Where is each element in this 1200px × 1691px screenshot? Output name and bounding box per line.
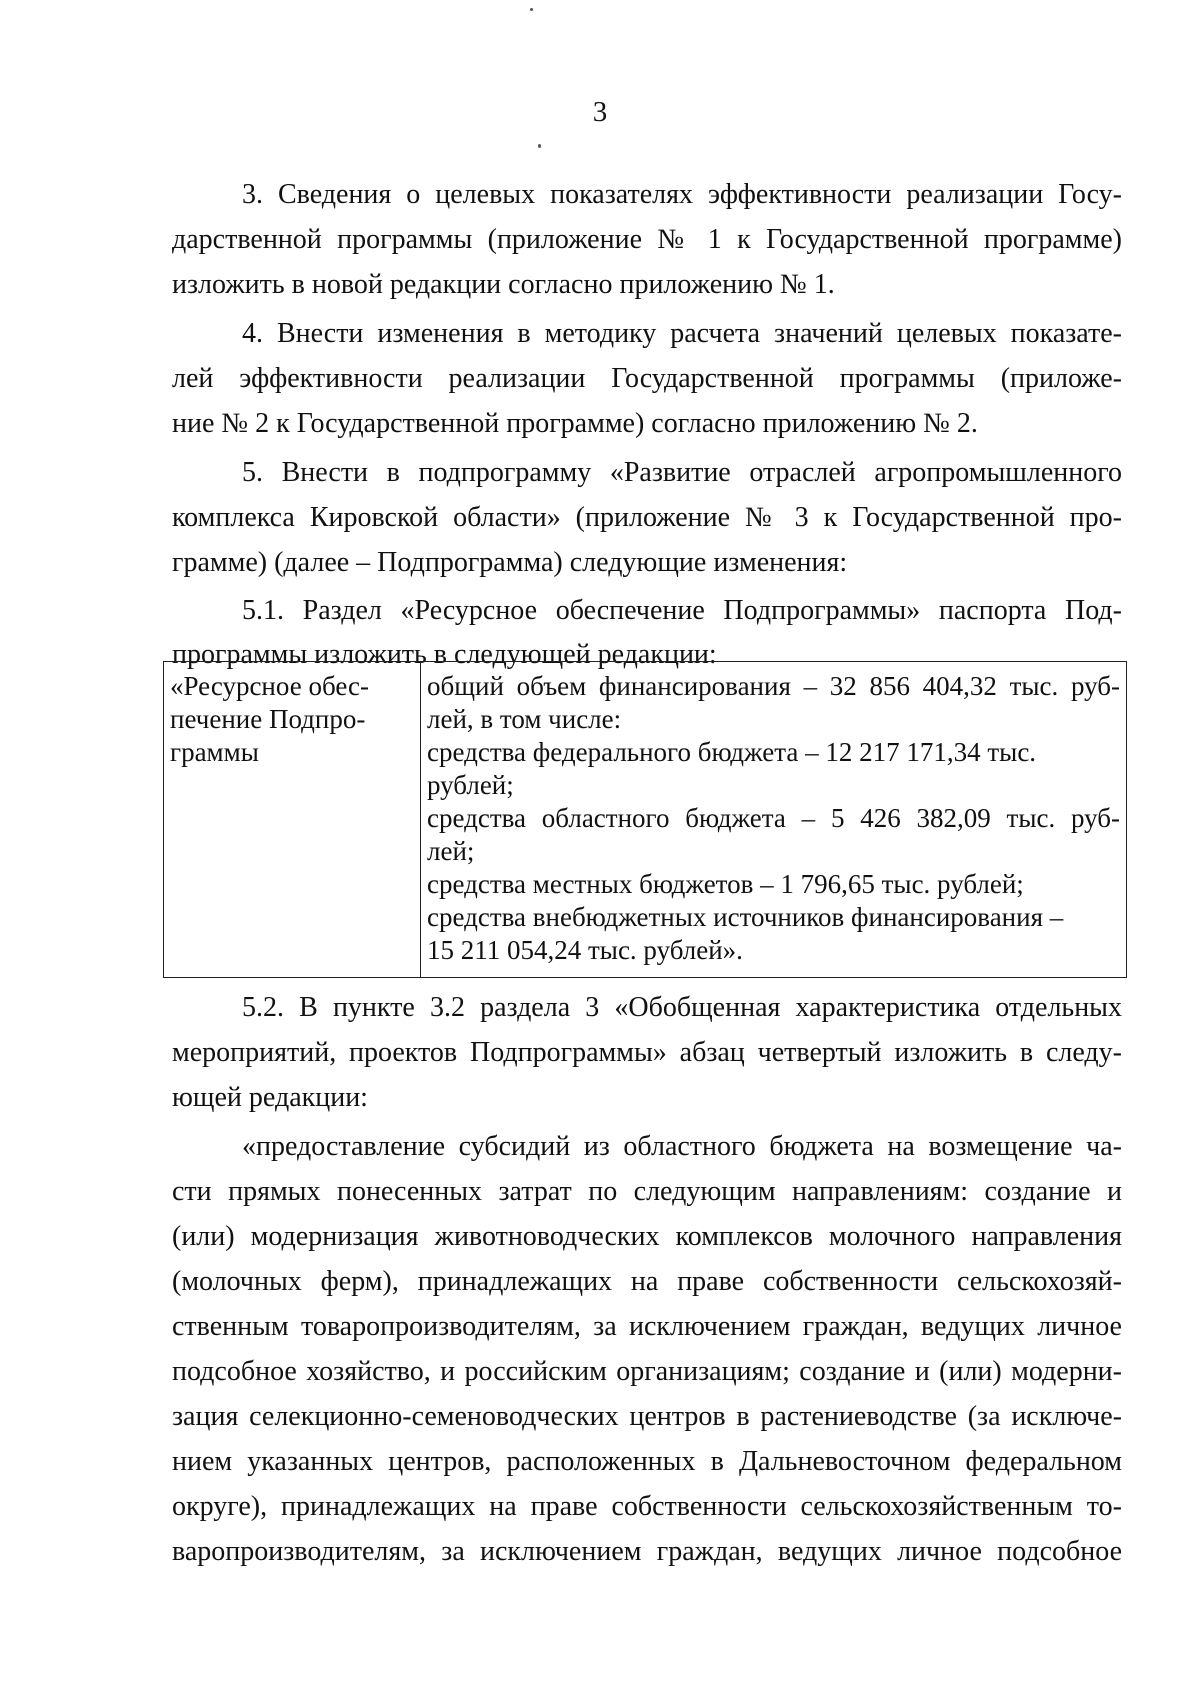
paragraph-item-4 [172,311,1122,446]
cell-line: средства областного бюджета – 5 426 382,09 тыс. руб- [427,803,1120,833]
text-line: 4. Внести изменения в методику расчета значений целевых показате- [242,318,1122,349]
cell-line: рублей; [427,770,514,800]
text-line: (или) модернизация животноводческих комплексов молочного направления [172,1221,1122,1252]
text-line: мероприятий, проектов Подпрограммы» абзац четвертый изложить в следу- [172,1037,1122,1068]
text-line: ственным товаропроизводителям, за исключением граждан, ведущих личное [172,1311,1122,1342]
text-line: «предоставление субсидий из областного бюджета на возмещение ча- [242,1131,1122,1162]
text-line: 5.2. В пункте 3.2 раздела 3 «Обобщенная характеристика отдельных [242,992,1122,1023]
text-line: 5.1. Раздел «Ресурсное обеспечение Подпрограммы» паспорта Под- [242,595,1122,626]
text-line: ющей редакции: [172,1082,368,1113]
text-line: зация селекционно-семеноводческих центров в растениеводстве (за исключе- [172,1401,1122,1432]
text-line: варопроизводителям, за исключением граждан, ведущих личное подсобное [172,1536,1122,1567]
scan-speck [530,8,533,11]
text-line: сти прямых понесенных затрат по следующим направлениям: создание и [172,1176,1122,1207]
cell-line: средства федерального бюджета – 12 217 171,34 тыс. [427,737,1037,767]
resource-table [163,661,1127,978]
cell-line: 15 211 054,24 тыс. рублей». [427,935,743,965]
text-line: дарственной программы (приложение № 1 к Государственной программе) [172,224,1122,255]
text-line: округе), принадлежащих на праве собственности сельскохозяйственным то- [172,1491,1122,1522]
table-row [164,662,1127,978]
cell-line: лей; [427,836,475,866]
text-line: программы изложить в следующей редакции: [172,639,717,670]
table-cell-section-name [164,662,421,978]
text-line: 5. Внести в подпрограмму «Развитие отраслей агропромышленного [242,457,1122,488]
text-line: лей эффективности реализации Государственной программы (приложе- [172,363,1122,394]
paragraph-quote [172,1124,1122,1574]
cell-line: «Ресурсное обес- [170,671,369,701]
table-cell-financing [421,662,1127,978]
text-line: (молочных ферм), принадлежащих на праве собственности сельскохозяй- [172,1266,1122,1297]
text-line: грамме) (далее – Подпрограмма) следующие изменения: [172,547,848,578]
text-line: комплекса Кировской области» (приложение № 3 к Государственной про- [172,502,1122,533]
scan-speck [538,144,541,148]
text-line: ние № 2 к Государственной программе) согласно приложению № 2. [172,408,978,439]
text-line: подсобное хозяйство, и российским организациям; создание и (или) модерни- [172,1356,1122,1387]
page-number: 3 [592,96,608,128]
text-line: нием указанных центров, расположенных в Дальневосточном федеральном [172,1446,1122,1477]
cell-line: печение Подпро- [170,704,366,734]
cell-line: граммы [170,737,259,767]
cell-line: общий объем финансирования – 32 856 404,32 тыс. руб- [427,671,1120,701]
text-line: 3. Сведения о целевых показателях эффективности реализации Госу- [242,179,1122,210]
text-line: изложить в новой редакции согласно приложению № 1. [172,269,835,300]
cell-line: лей, в том числе: [427,704,622,734]
paragraph-item-5 [172,450,1122,585]
cell-line: средства местных бюджетов – 1 796,65 тыс. рублей; [427,869,1024,899]
cell-line: средства внебюджетных источников финансирования – [427,902,1064,932]
paragraph-item-5-2 [172,985,1122,1120]
paragraph-item-3 [172,172,1122,307]
